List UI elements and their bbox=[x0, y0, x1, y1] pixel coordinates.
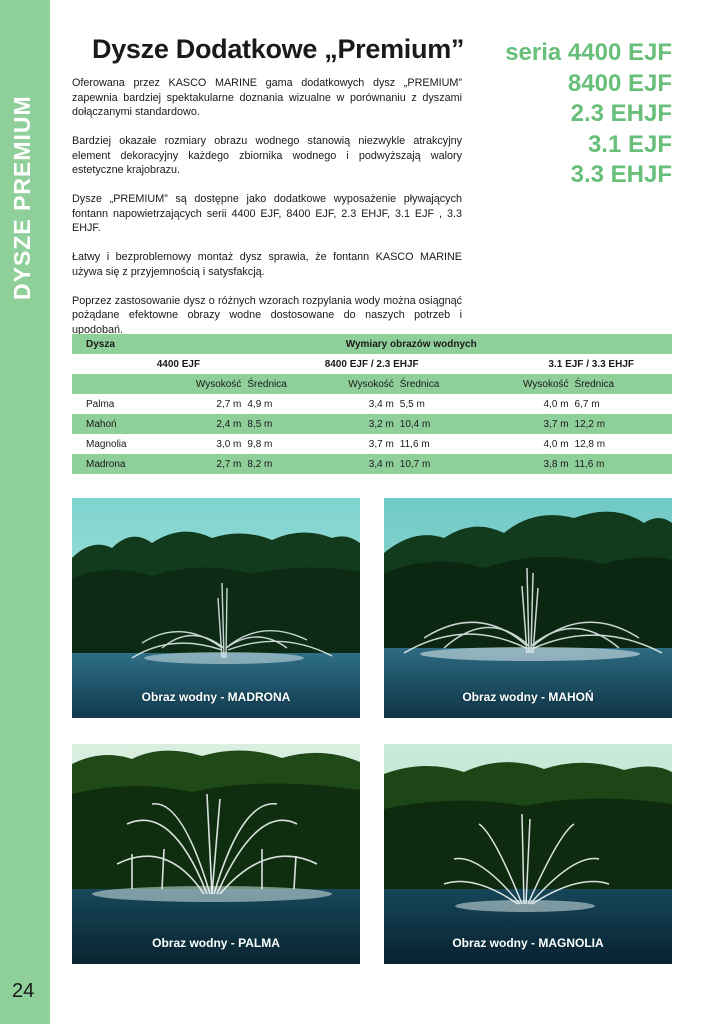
series-item: 3.1 EJF bbox=[587, 130, 672, 158]
series-item: seria 4400 EJF bbox=[505, 39, 672, 66]
series-item: 8400 EJF bbox=[567, 69, 672, 97]
table-cell: 4,0 m bbox=[543, 398, 569, 410]
table-cell: 10,4 m bbox=[399, 418, 431, 430]
photo-caption: Obraz wodny - MAHOŃ bbox=[462, 690, 594, 704]
table-row bbox=[72, 454, 672, 474]
photo-caption: Obraz wodny - MAGNOLIA bbox=[452, 936, 604, 950]
fountain-photo-magnolia bbox=[384, 744, 672, 964]
column-header: Wysokość bbox=[348, 378, 394, 390]
photo-caption: Obraz wodny - MADRONA bbox=[141, 690, 291, 704]
table-column-row bbox=[72, 374, 672, 394]
table-cell: 2,4 m bbox=[216, 418, 242, 430]
fountain-photo-madrona bbox=[72, 498, 360, 718]
table-cell: 11,6 m bbox=[399, 438, 430, 450]
dimensions-header: Wymiary obrazów wodnych bbox=[345, 338, 477, 350]
table-cell: 9,8 m bbox=[247, 438, 273, 450]
column-header: Średnica bbox=[247, 378, 287, 390]
series-item: 2.3 EHJF bbox=[570, 100, 672, 127]
table-group-row bbox=[72, 354, 672, 374]
table-cell: 3,2 m bbox=[368, 418, 394, 430]
nozzle-name: Mahoń bbox=[86, 418, 117, 430]
table-cell: 6,7 m bbox=[574, 398, 600, 410]
table-cell: 5,5 m bbox=[399, 398, 425, 410]
table-cell: 3,4 m bbox=[368, 398, 394, 410]
nozzle-name: Magnolia bbox=[86, 438, 127, 450]
table-cell: 8,5 m bbox=[247, 418, 273, 430]
table-cell: 4,0 m bbox=[543, 438, 569, 450]
nozzle-header: Dysza bbox=[86, 338, 115, 350]
table-cell: 2,7 m bbox=[216, 398, 242, 410]
column-header: Średnica bbox=[574, 378, 614, 390]
intro-paragraph: Dysze „PREMIUM” są dostępne jako dodatkowe wyposażenie pływających fontann napowietrzających serii 4400 EJF, 8400 EJF, 2.3 EHJF, 3.1 EJF , 3.3 EHJF. bbox=[72, 193, 462, 234]
intro-paragraph: Oferowana przez KASCO MARINE gama dodatkowych dysz „PREMIUM” zapewnia bardziej spektakularne doznania wizualne w porównaniu z dyszami dołączanymi standardowo. bbox=[72, 77, 462, 118]
table-row bbox=[72, 394, 672, 414]
table-cell: 2,7 m bbox=[216, 458, 242, 470]
intro-paragraph: Łatwy i bezproblemowy montaż dysz sprawia, że fontann KASCO MARINE używa się z przyjemnością i satysfakcją. bbox=[72, 251, 462, 278]
fountain-image bbox=[72, 498, 360, 718]
page-number: 24 bbox=[12, 980, 35, 1002]
page-title: Dysze Dodatkowe „Premium” bbox=[92, 34, 465, 64]
table-row bbox=[72, 434, 672, 454]
table-cell: 3,8 m bbox=[543, 458, 569, 470]
intro-paragraph: Poprzez zastosowanie dysz o różnych wzorach rozpylania wody można osiągnąć pożądane efektowne obrazy wodne dostosowane do naszych potrzeb i upodobań. bbox=[72, 294, 462, 336]
intro-text bbox=[72, 76, 462, 352]
table-cell: 11,6 m bbox=[574, 458, 605, 470]
fountain-image bbox=[384, 498, 672, 718]
nozzle-name: Madrona bbox=[86, 458, 126, 470]
group-header: 3.1 EJF / 3.3 EHJF bbox=[548, 358, 634, 370]
nozzle-name: Palma bbox=[86, 398, 115, 410]
table-cell: 3,0 m bbox=[216, 438, 242, 450]
sidebar-title-wrap bbox=[2, 80, 48, 300]
table-cell: 10,7 m bbox=[399, 458, 431, 470]
table-row bbox=[72, 414, 672, 434]
fountain-image bbox=[384, 744, 672, 964]
photo-caption: Obraz wodny - PALMA bbox=[152, 936, 280, 950]
fountain-photo-palma bbox=[72, 744, 360, 964]
dimensions-table bbox=[72, 334, 672, 474]
table-cell: 4,9 m bbox=[247, 398, 273, 410]
column-header: Wysokość bbox=[195, 378, 242, 390]
table-cell: 3,7 m bbox=[368, 438, 394, 450]
fountain-image bbox=[72, 744, 360, 964]
column-header: Średnica bbox=[399, 378, 440, 390]
group-header: 8400 EJF / 2.3 EHJF bbox=[324, 358, 419, 370]
group-header: 4400 EJF bbox=[156, 358, 201, 370]
column-header: Wysokość bbox=[523, 378, 569, 390]
intro-paragraph: Bardziej okazałe rozmiary obrazu wodnego stanowią niezwykle atrakcyjny element dekoracyjny każdego zbiornika wodnego i podwyższają walory estetyczne krajobrazu. bbox=[72, 135, 462, 176]
table-cell: 8,2 m bbox=[247, 458, 273, 470]
fountain-photo-mahon bbox=[384, 498, 672, 718]
table-cell: 3,7 m bbox=[543, 418, 569, 430]
sidebar-title: DYSZE PREMIUM bbox=[9, 95, 35, 300]
table-header-row bbox=[72, 334, 672, 354]
series-item: 3.3 EHJF bbox=[570, 161, 672, 188]
table-cell: 12,8 m bbox=[574, 438, 606, 450]
series-list bbox=[505, 38, 672, 191]
table-cell: 12,2 m bbox=[574, 418, 606, 430]
table-cell: 3,4 m bbox=[368, 458, 394, 470]
